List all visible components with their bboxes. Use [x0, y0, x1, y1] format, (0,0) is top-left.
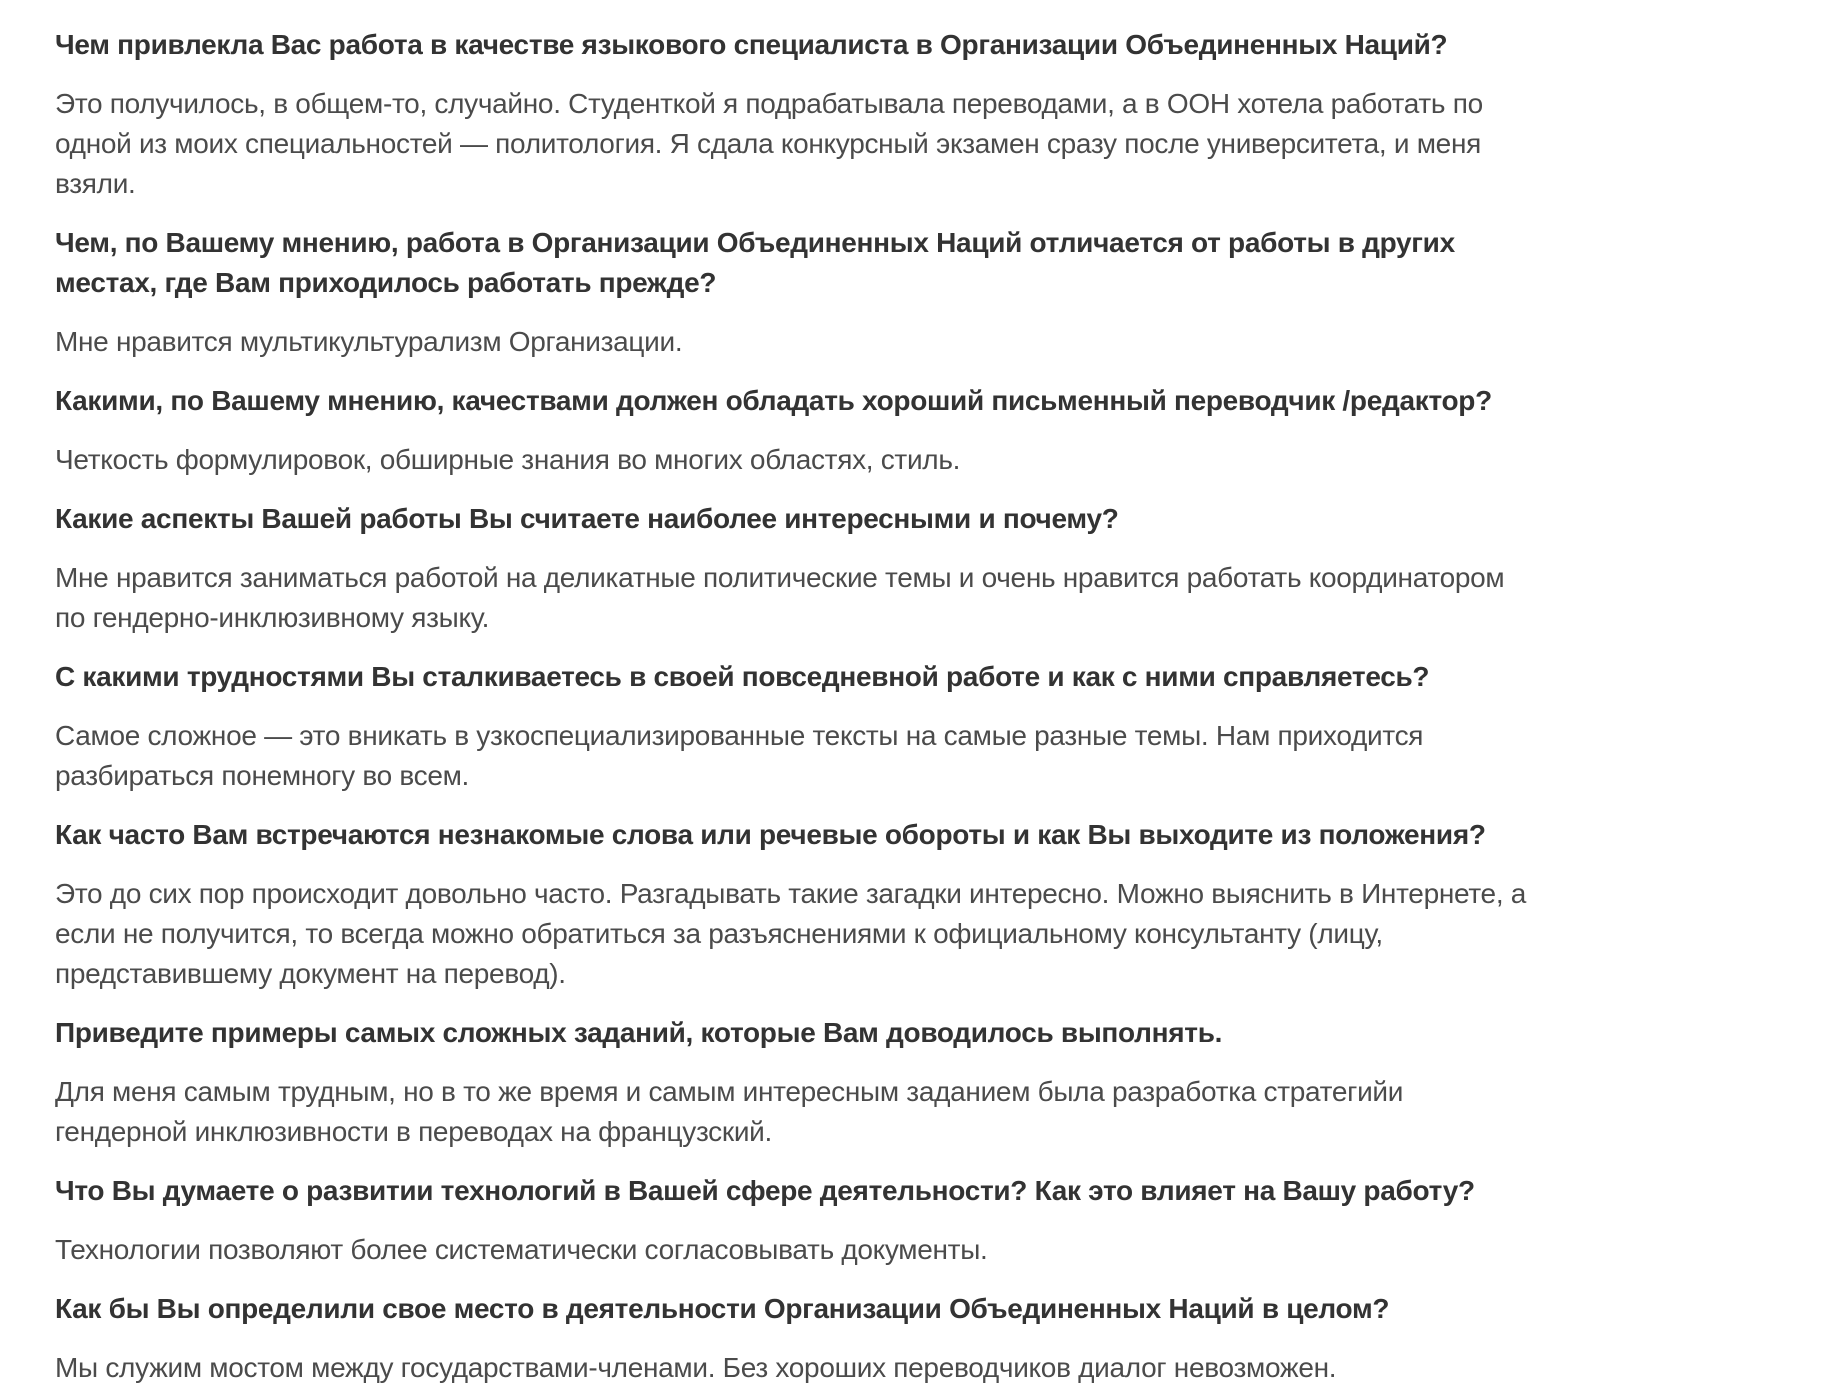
question-7: Приведите примеры самых сложных заданий, которые Вам доводилось выполнять.: [55, 1017, 1223, 1048]
question-3: Какими, по Вашему мнению, качествами должен обладать хороший письменный переводчик /редактор?: [55, 385, 1492, 416]
answer-7: Для меня самым трудным, но в то же время и самым интересным заданием была разработка стратегийи гендерной инклюзивности в переводах на французский.: [55, 1076, 1404, 1147]
question-4: Какие аспекты Вашей работы Вы считаете наиболее интересными и почему?: [55, 503, 1119, 534]
answer-4: Мне нравится заниматься работой на деликатные политические темы и очень нравится работать координатором по гендерно-инклюзивному языку.: [55, 562, 1505, 633]
answer-5: Самое сложное — это вникать в узкоспециализированные тексты на самые разные темы. Нам приходится разбираться понемногу во всем.: [55, 720, 1424, 791]
answer-9: Мы служим мостом между государствами-членами. Без хороших переводчиков диалог невозможен.: [55, 1352, 1337, 1383]
question-8: Что Вы думаете о развитии технологий в Вашей сфере деятельности? Как это влияет на Вашу работу?: [55, 1175, 1475, 1206]
question-2: Чем, по Вашему мнению, работа в Организации Объединенных Наций отличается от работы в других местах, где Вам приходилось работать прежде?: [55, 227, 1455, 298]
question-6: Как часто Вам встречаются незнакомые слова или речевые обороты и как Вы выходите из положения?: [55, 819, 1486, 850]
question-9: Как бы Вы определили свое место в деятельности Организации Объединенных Наций в целом?: [55, 1293, 1390, 1324]
answer-2: Мне нравится мультикультурализм Организации.: [55, 326, 683, 357]
answer-8: Технологии позволяют более систематически согласовывать документы.: [55, 1234, 988, 1265]
answer-6: Это до сих пор происходит довольно часто. Разгадывать такие загадки интересно. Можно выяснить в Интернете, а если не получится, то всегда можно обратиться за разъяснениями к официальному консультанту (лицу, представившему документ на перевод).: [55, 878, 1527, 989]
answer-1: Это получилось, в общем-то, случайно. Студенткой я подрабатывала переводами, а в ООН хотела работать по одной из моих специальностей — политология. Я сдала конкурсный экзамен сразу после университета, и меня взяли.: [55, 88, 1483, 199]
answer-3: Четкость формулировок, обширные знания во многих областях, стиль.: [55, 444, 961, 475]
question-1: Чем привлекла Вас работа в качестве языкового специалиста в Организации Объединенных Наций?: [55, 29, 1448, 60]
question-5: С какими трудностями Вы сталкиваетесь в своей повседневной работе и как с ними справляетесь?: [55, 661, 1430, 692]
